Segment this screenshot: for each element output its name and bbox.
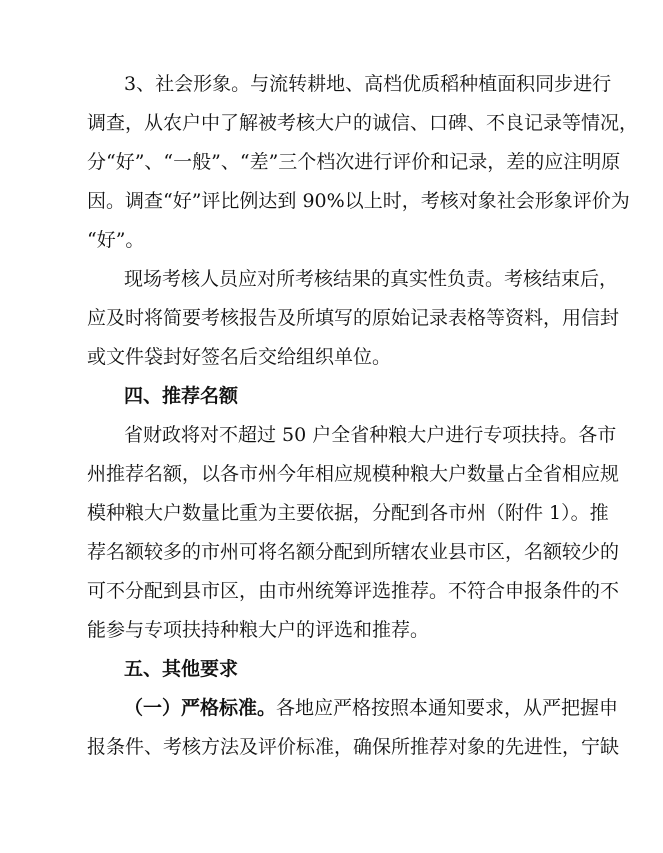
section4-line-3: 模种粮大户数量比重为主要依据，分配到各市州（附件 1）。推 [87,502,609,524]
section5-sub1-line-2: 报条件、考核方法及评价标准，确保所推荐对象的先进性，宁缺 [87,736,620,758]
section5-heading: 五、其他要求 [124,658,239,680]
section4-line-4: 荐名额较多的市州可将名额分配到所辖农业县市区，名额较少的 [87,541,620,563]
item3-line-3: 分“好”、“一般”、“差”三个档次进行评价和记录，差的应注明原 [87,151,621,173]
item3-line-2: 调查，从农户中了解被考核大户的诚信、口碑、不良记录等情况， [87,112,639,134]
responsibility-line-1: 现场考核人员应对所考核结果的真实性负责。考核结束后， [124,268,619,290]
item3-line-4: 因。调查“好”评比例达到 90%以上时，考核对象社会形象评价为 [87,190,630,212]
sub1-first-line-rest: 各地应严格按照本通知要求，从严把握申 [276,697,619,719]
item3-line-1: 3、社会形象。与流转耕地、高档优质稻种植面积同步进行 [124,73,612,95]
section4-heading: 四、推荐名额 [124,385,239,407]
section4-line-5: 可不分配到县市区，由市州统筹评选推荐。不符合申报条件的不 [87,580,620,602]
responsibility-line-2: 应及时将简要考核报告及所填写的原始记录表格等资料，用信封 [87,307,620,329]
section4-line-2: 州推荐名额，以各市州今年相应规模种粮大户数量占全省相应规 [87,463,620,485]
item3-line-5: “好”。 [87,229,145,251]
section4-line-1: 省财政将对不超过 50 户全省种粮大户进行专项扶持。各市 [124,424,617,446]
sub1-lead: （一）严格标准。 [124,697,277,719]
section5-sub1-line-1 [124,696,619,720]
responsibility-line-3: 或文件袋封好签名后交给组织单位。 [87,346,392,368]
section4-line-6: 能参与专项扶持种粮大户的评选和推荐。 [87,619,430,641]
